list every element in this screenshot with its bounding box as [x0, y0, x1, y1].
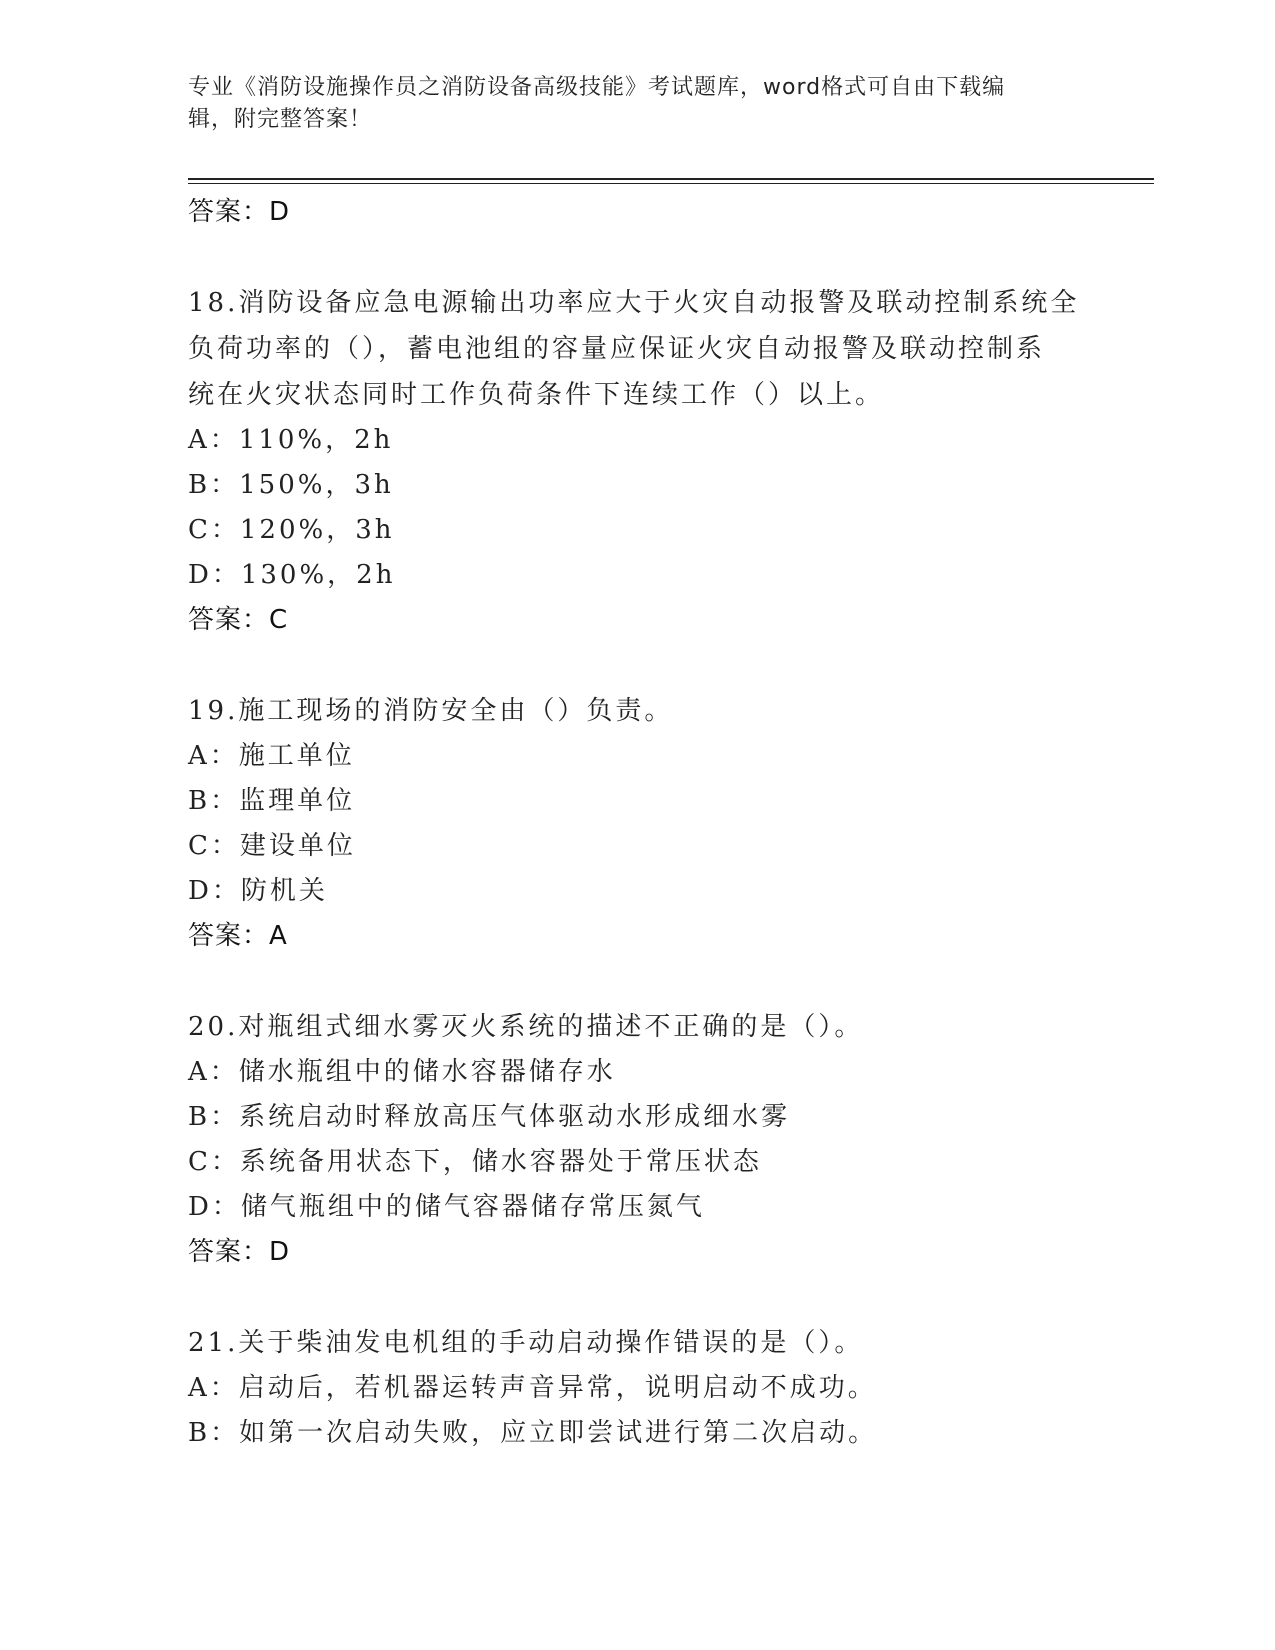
- answer-q19: 答案：A: [188, 921, 288, 951]
- question-20: [188, 1004, 1088, 1230]
- header-rule-thin: [188, 183, 1154, 184]
- question-18: [188, 280, 1088, 598]
- question-19-text: [188, 688, 1088, 734]
- question-20-option-b: B：系统启动时释放高压气体驱动水形成细水雾: [188, 1102, 791, 1132]
- question-20-option-a: A：储水瓶组中的储水容器储存水: [188, 1057, 616, 1087]
- spacer: [188, 642, 1088, 688]
- question-text-line: 18.消防设备应急电源输出功率应大于火灾自动报警及联动控制系统全: [188, 288, 1080, 318]
- question-19: [188, 688, 1088, 914]
- question-21-text: [188, 1320, 1088, 1366]
- answer-q20: 答案：D: [188, 1237, 291, 1267]
- spacer: [188, 234, 1088, 280]
- page-header: [188, 72, 1088, 136]
- question-19-option-d: D：防机关: [188, 876, 328, 906]
- question-18-option-a: A：110%，2h: [188, 425, 394, 455]
- spacer: [188, 1274, 1088, 1320]
- question-20-text: [188, 1004, 1088, 1050]
- question-21-option-a: A：启动后，若机器运转声音异常，说明启动不成功。: [188, 1373, 877, 1403]
- question-18-text: [188, 280, 1088, 418]
- question-21: [188, 1320, 1088, 1456]
- question-19-option-b: B：监理单位: [188, 786, 356, 816]
- question-text-line: 统在火灾状态同时工作负荷条件下连续工作（）以上。: [188, 380, 885, 410]
- question-text-line: 负荷功率的（），蓄电池组的容量应保证火灾自动报警及联动控制系: [188, 334, 1046, 364]
- question-19-option-a: A：施工单位: [188, 741, 355, 771]
- question-20-option-d: D：储气瓶组中的储气容器储存常压氮气: [188, 1192, 705, 1222]
- answer-q17: 答案：D: [188, 197, 291, 227]
- question-19-option-c: C：建设单位: [188, 831, 356, 861]
- question-21-option-b: B：如第一次启动失败，应立即尝试进行第二次启动。: [188, 1418, 878, 1448]
- header-rule-thick: [188, 178, 1154, 180]
- question-18-option-c: C：120%，3h: [188, 515, 395, 545]
- question-text-line: 19.施工现场的消防安全由（）负责。: [188, 696, 674, 726]
- question-text-line: 21.关于柴油发电机组的手动启动操作错误的是（）。: [188, 1328, 864, 1358]
- question-list: [188, 190, 1088, 1456]
- question-20-option-c: C：系统备用状态下，储水容器处于常压状态: [188, 1147, 762, 1177]
- question-18-option-b: B：150%，3h: [188, 470, 394, 500]
- header-line-1: 专业《消防设施操作员之消防设备高级技能》考试题库，word格式可自由下载编: [188, 75, 1006, 100]
- answer-q18: 答案：C: [188, 605, 289, 635]
- question-text-line: 20.对瓶组式细水雾灭火系统的描述不正确的是（）。: [188, 1012, 864, 1042]
- header-line-2: 辑，附完整答案！: [188, 107, 373, 132]
- spacer: [188, 958, 1088, 1004]
- question-18-option-d: D：130%，2h: [188, 560, 396, 590]
